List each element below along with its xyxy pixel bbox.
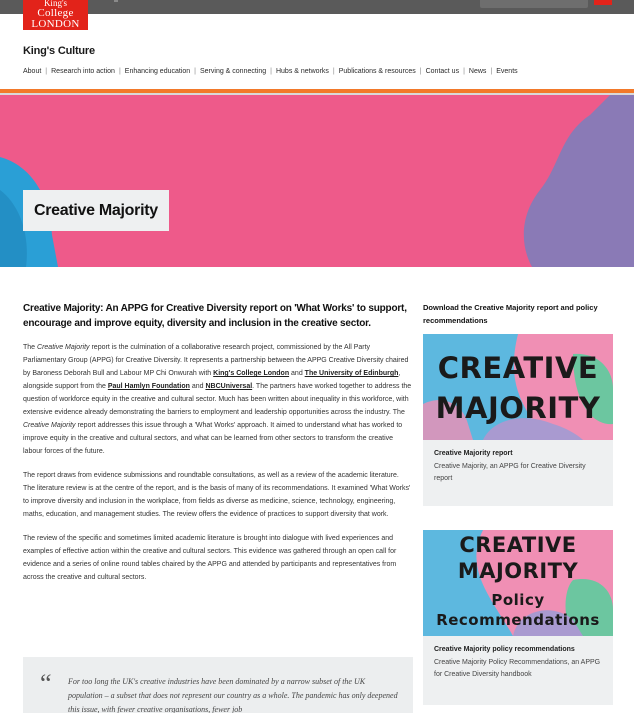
nav-item-about[interactable]: About	[23, 68, 42, 75]
link-kings-college[interactable]: King's College London	[213, 370, 290, 377]
policy-cover-image[interactable]	[423, 530, 613, 636]
cover-title-line-2: MAJORITY	[457, 559, 579, 583]
cover-title-line-2: MAJORITY	[435, 391, 601, 425]
report-cover-image[interactable]	[423, 334, 613, 440]
body-paragraph-1	[23, 341, 412, 458]
nav-item-publications[interactable]: Publications & resources	[338, 68, 416, 75]
nav-separator: |	[490, 68, 493, 75]
card-title[interactable]: Creative Majority policy recommendations	[434, 646, 575, 653]
text-span: , alongside support from the	[23, 370, 401, 390]
main-nav	[23, 68, 518, 75]
nav-item-contact[interactable]: Contact us	[425, 68, 460, 75]
nav-item-research[interactable]: Research into action	[51, 68, 115, 75]
nav-separator: |	[45, 68, 48, 75]
link-nbcuniversal[interactable]: NBCUniversal	[205, 383, 253, 390]
pull-quote	[23, 657, 413, 713]
nav-separator: |	[419, 68, 422, 75]
main-content	[23, 301, 412, 584]
nav-separator: |	[332, 68, 335, 75]
hero-title-box	[23, 190, 169, 231]
emphasis: Creative Majority	[23, 422, 76, 429]
search-input[interactable]	[480, 0, 588, 8]
logo-line-2: College	[37, 7, 74, 19]
policy-card[interactable]	[423, 530, 613, 705]
logo-line-1: King's	[43, 0, 68, 8]
logo-line-3: LONDON	[31, 18, 80, 30]
text-span: The	[23, 344, 38, 351]
nav-item-hubs[interactable]: Hubs & networks	[275, 68, 329, 75]
sidebar-heading: Download the Creative Majority report and policy recommendations	[423, 303, 598, 325]
search-button[interactable]	[594, 0, 612, 5]
kings-college-logo[interactable]	[23, 0, 88, 30]
link-edinburgh[interactable]: The University of Edinburgh	[304, 370, 399, 377]
quote-mark-icon: “	[40, 669, 52, 698]
text-span: and	[289, 370, 305, 377]
text-span: report is the culmination of a collaborative research project, commissioned by the All Party Parliamentary Group (APPG) for Creative Diversity. It represents a partnership between the APPG Creative Diversity chaired by Baroness Deborah Bull and Labour MP Chi Onwurah with	[23, 344, 409, 377]
link-paul-hamlyn[interactable]: Paul Hamlyn Foundation	[107, 383, 190, 390]
top-bar-menu-marker	[114, 0, 118, 2]
nav-item-education[interactable]: Enhancing education	[124, 68, 191, 75]
lead-paragraph: Creative Majority: An APPG for Creative Diversity report on 'What Works' to support, encourage and improve equity, diversity and inclusion in the creative sector.	[23, 303, 407, 329]
hero-banner	[0, 95, 634, 267]
nav-item-news[interactable]: News	[468, 68, 487, 75]
cover-title-line-1: CREATIVE	[437, 351, 599, 385]
nav-separator: |	[270, 68, 272, 75]
hero-artwork	[0, 95, 634, 267]
text-span: . The partners have worked together to address the question of workforce equity in the creative and cultural sector. Much has been written about inequality in this workforce, with extensive evidence already demonstrating the barriers to employment and leadership opportunities across the industry. The	[23, 383, 412, 416]
cover-subtitle-line-2: Recommendations	[436, 611, 600, 629]
nav-separator: |	[194, 68, 196, 75]
card-title[interactable]: Creative Majority report	[434, 450, 513, 457]
cover-title-line-1: CREATIVE	[459, 533, 577, 557]
emphasis: Creative Majority	[37, 344, 90, 351]
site-title[interactable]: King's Culture	[23, 45, 95, 57]
quote-text: For too long the UK's creative industries have been dominated by a narrow subset of the UK population – a subset that does not represent our country as a whole. The pandemic has only deepened this issue, with fewer creative organisations, fewer job	[68, 677, 398, 713]
nav-separator: |	[118, 68, 121, 75]
card-description: Creative Majority, an APPG for Creative Diversity report	[434, 463, 586, 482]
text-span: report addresses this issue through a 'What Works' approach. It aimed to understand what has worked to improve equity in the creative and cultural sectors, and what can be learned from other sectors to transform the creative labour forces of the future.	[23, 422, 403, 455]
body-paragraph-2: The report draws from evidence submissions and roundtable consultations, as well as a review of the academic literature. The literature review is at the centre of the report, and is the basis of many of its recommendations. It examined 'What Works' to improve diversity and inclusion in the workplace, from fields as diverse as medicine, science, technology, engineering, maths, education, and management studies. The review offers the evidence of practices to support diversity that work.	[23, 472, 411, 518]
nav-item-serving[interactable]: Serving & connecting	[200, 68, 267, 75]
card-description: Creative Majority Policy Recommendations, an APPG for Creative Diversity handbook	[434, 659, 601, 678]
text-span: and	[189, 383, 206, 390]
page-title: Creative Majority	[34, 201, 158, 219]
nav-item-events[interactable]: Events	[496, 68, 518, 75]
report-card[interactable]	[423, 334, 613, 506]
body-paragraph-3: The review of the specific and sometimes limited academic literature is brought into dialogue with lived experiences and examples of effective action within the creative and cultural sectors. This evidence was gathered through an open call for evidence and a series of online round tables chaired by the APPG and attended by participants and representatives from across the creative and cultural sectors.	[23, 535, 397, 581]
nav-separator: |	[463, 68, 465, 75]
cover-subtitle-line-1: Policy	[491, 591, 545, 609]
